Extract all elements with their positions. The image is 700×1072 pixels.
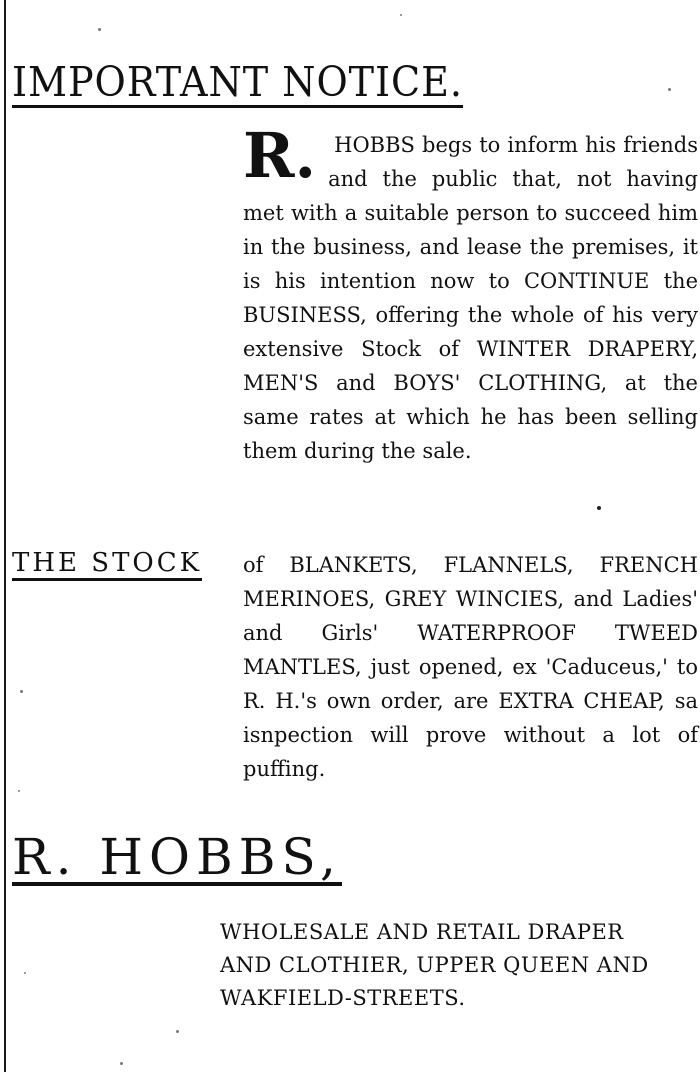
notice-heading: IMPORTANT NOTICE. xyxy=(12,58,463,106)
print-speck xyxy=(120,1062,123,1065)
address-line: WAKFIELD-STREETS. xyxy=(220,986,466,1010)
merchant-name: R. HOBBS, xyxy=(12,828,342,886)
print-speck xyxy=(668,88,671,91)
notice-first-line: HOBBS begs to inform his friends xyxy=(334,133,698,157)
print-speck xyxy=(400,14,402,16)
print-speck xyxy=(18,790,20,792)
merchant-address xyxy=(220,916,698,1015)
stock-paragraph: of BLANKETS, FLANNELS, FRENCH MERINOES, GREY WINCIES, and Ladies' and Girls' WATERPROOF TWEED MANTLES, just opened, ex 'Caduceus,' to R. H.'s own order, are EXTRA CHEAP, sa isnpection will prove without a lot of puffing. xyxy=(243,553,698,781)
dropcap-initial: R. xyxy=(243,119,317,192)
print-speck xyxy=(20,690,23,693)
column-rule xyxy=(4,0,6,1072)
notice-body xyxy=(243,119,698,468)
print-speck xyxy=(98,28,101,31)
stock-heading: THE STOCK xyxy=(12,548,202,581)
address-line: WHOLESALE AND RETAIL DRAPER xyxy=(220,920,624,944)
print-speck xyxy=(176,1030,179,1033)
print-speck xyxy=(24,972,26,974)
stock-body xyxy=(243,548,698,786)
notice-paragraph: and the public that, not having met with a suitable person to succeed him in the business, and lease the premises, it is his intention now to CONTINUE the BUSINESS, offering the whole of his very extensive Stock of WINTER DRAPERY, MEN'S and BOYS' CLOTHING, at the same rates at which he has been selling them during the sale. xyxy=(243,167,698,463)
address-line: AND CLOTHIER, UPPER QUEEN AND xyxy=(220,953,649,977)
print-speck xyxy=(597,506,601,510)
